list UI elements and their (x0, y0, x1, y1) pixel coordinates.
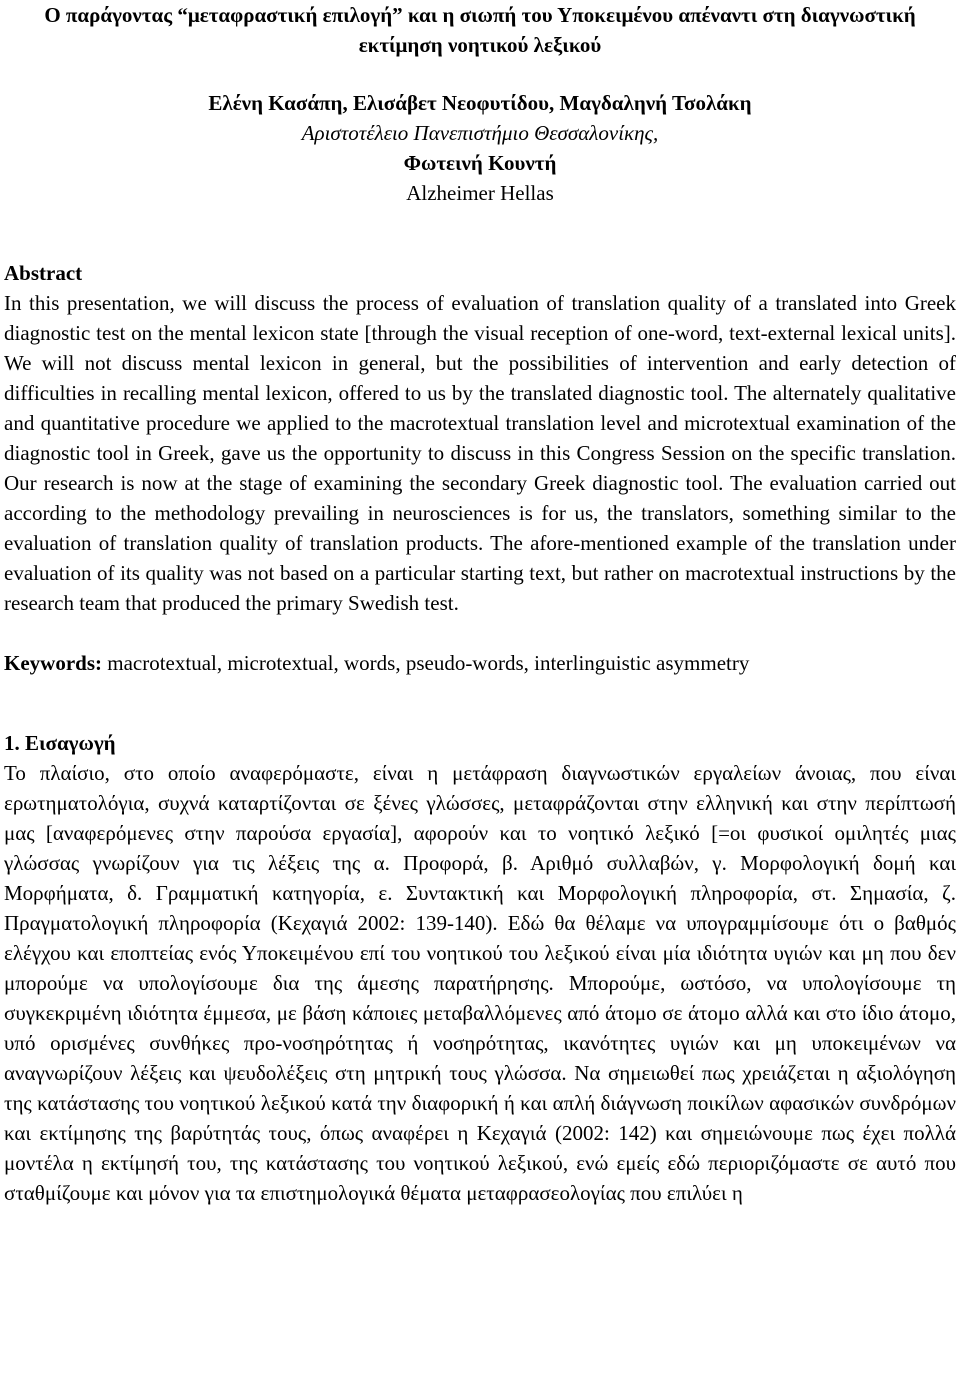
paper-title: Ο παράγοντας “μεταφραστική επιλογή” και η σιωπή του Υποκειμένου απέναντι στη διαγνωστική εκτίμηση νοητικού λεξικού (44, 3, 916, 57)
abstract-text: In this presentation, we will discuss the process of evaluation of translation quality of a translated into Greek diagnostic test on the mental lexicon state [through the visual reception of one-word, text-external lexical units]. We will not discuss mental lexicon in general, but the possibilities of intervention and early detection of difficulties in recalling mental lexicon, offered to us by the translated diagnostic tool. The alternately qualitative and quantitative procedure we applied to the macrotextual translation level and microtextual examination of the diagnostic tool in Greek, gave us the opportunity to discuss in this Congress Session on the specific translation. Our research is now at the stage of examining the secondary Greek diagnostic tool. The evaluation carried out according to the methodology prevailing in neurosciences is for us, the translators, something similar to the evaluation of translation quality of translation products. The afore-mentioned example of the translation under evaluation of its quality was not based on a particular starting text, but rather on macrotextual instructions by the research team that produced the primary Swedish test. (4, 291, 956, 615)
authors-line-1: Ελένη Κασάπη, Ελισάβετ Νεοφυτίδου, Μαγδαληνή Τσολάκη (208, 91, 752, 115)
abstract-section (4, 258, 956, 618)
keywords-text: macrotextual, microtextual, words, pseudo-words, interlinguistic asymmetry (102, 651, 750, 675)
introduction-section (4, 728, 956, 1208)
affiliation-1: Αριστοτέλειο Πανεπιστήμιο Θεσσαλονίκης, (301, 121, 659, 145)
keywords-label: Keywords: (4, 651, 102, 675)
authors-line-2: Φωτεινή Κουντή (403, 151, 557, 175)
introduction-heading: 1. Εισαγωγή (4, 731, 116, 755)
abstract-heading: Abstract (4, 261, 83, 285)
affiliation-2: Alzheimer Hellas (406, 181, 554, 205)
introduction-text: Το πλαίσιο, στο οποίο αναφερόμαστε, είναι η μετάφραση διαγνωστικών εργαλείων άνοιας, που είναι ερωτηματολόγια, συχνά καταρτίζονται σε ξένες γλώσσες, μεταφράζονται στην ελληνική και στην περίπτωσή μας [αναφερόμενες στην παρούσα εργασία], αφορούν και το νοητικό λεξικό [=οι φυσικοί ομιλητές μιας γλώσσας γνωρίζουν για τις λέξεις της α. Προφορά, β. Αριθμό συλλαβών, γ. Μορφολογική δομή και Μορφήματα, δ. Γραμματική κατηγορία, ε. Συντακτική και Μορφολογική πληροφορία, στ. Σημασία, ζ. Πραγματολογική πληροφορία (Κεχαγιά 2002: 139-140). Εδώ θα θέλαμε να υπογραμμίσουμε ότι ο βαθμός ελέγχου και εποπτείας ενός Υποκειμένου επί του νοητικού του λεξικού είναι μία ιδιότητα υγιών και μη που δεν μπορούμε να υπολογίσουμε δια της άμεσης παρατήρησης. Μπορούμε, ωστόσο, να υπολογίσουμε τη συγκεκριμένη ιδιότητα έμμεσα, με βάση κάποιες μεταβαλλόμενες από άτομο σε άτομο αλλά και στο ίδιο άτομο, υπό ορισμένες συνθήκες προ-νοσηρότητας ή νοσηρότητας, ικανότητες υγιών και μη υποκειμένων να αναγνωρίζουν λέξεις και ψευδολέξεις στη μητρική τους γλώσσα. Να σημειωθεί πως χρειάζεται η αξιολόγηση της κατάστασης του νοητικού λεξικού κατά την διαφορική ή και απλή διάγνωση ποικίλων αφασικών συνδρόμων και εκτίμησης της βαρύτητάς τους, όπως αναφέρει η Κεχαγιά (2002: 142) και σημειώνουμε πως έχει πολλά μοντέλα η εκτίμησή του, της κατάστασης του νοητικού λεξικού, ενώ εμείς εδώ περιοριζόμαστε σε αυτό που σταθμίζουμε και μόνον για τα επιστημολογικά θέματα μεταφρασεολογίας που επιλύει η (4, 761, 956, 1205)
keywords-section (4, 648, 956, 678)
author-block (4, 88, 956, 208)
